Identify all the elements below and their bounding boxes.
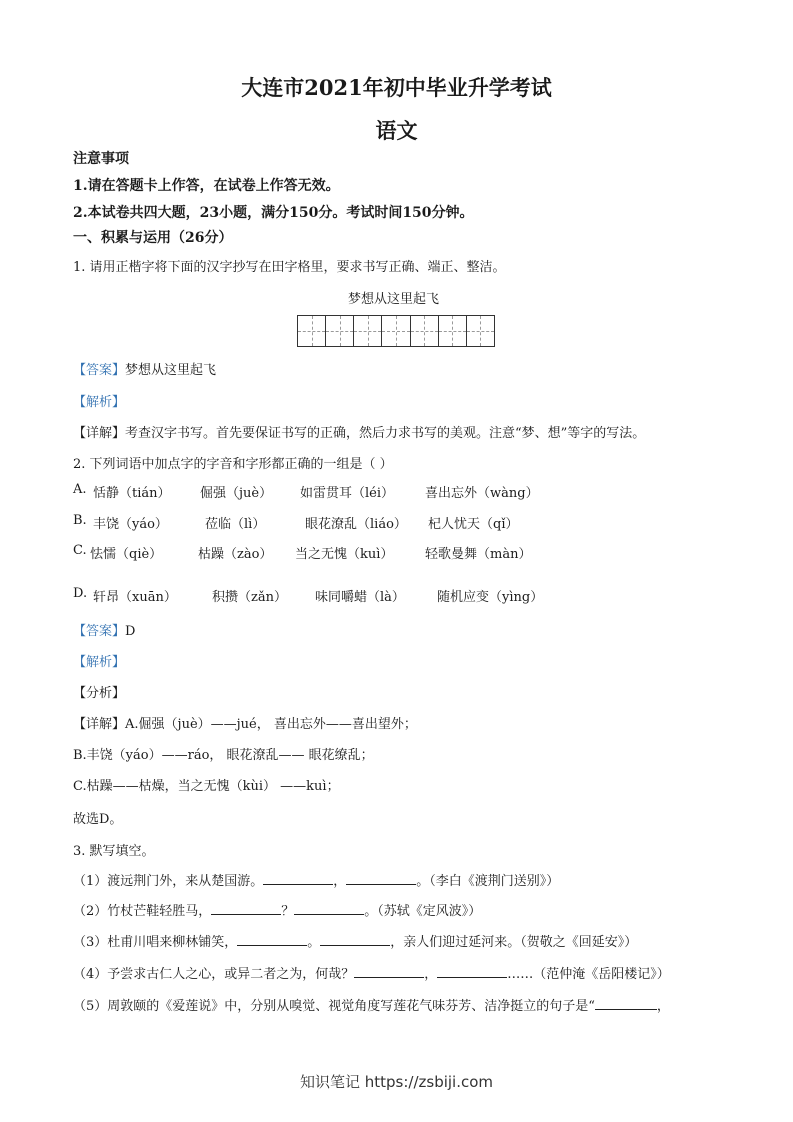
grid-cell bbox=[382, 316, 410, 346]
fill-blank[interactable] bbox=[354, 965, 424, 978]
q1-phrase: 梦想从这里起飞 bbox=[348, 292, 440, 307]
exam-title: 大连市2021年初中毕业升学考试 bbox=[241, 75, 552, 100]
grid-cell bbox=[354, 316, 382, 346]
q2-detail-c: C.枯躁——枯燥，当之无愧（kùi） ——kuì； bbox=[73, 779, 340, 794]
q2-fenxi-tag: 【分析】 bbox=[73, 686, 126, 701]
q2-option-d: D. bbox=[73, 586, 88, 601]
blank-prefix: （3）杜甫川唱来柳林铺笑， bbox=[73, 935, 238, 950]
q2-option-a-w2: 倔强（juè） bbox=[200, 486, 273, 501]
answer-tag: 【答案】 bbox=[73, 624, 126, 639]
q2-option-b: B. bbox=[73, 513, 87, 528]
q2-stem: 2. 下列词语中加点字的字音和字形都正确的一组是（ ） bbox=[73, 457, 393, 472]
blank-prefix: （4）予尝求古仁人之心，或异二者之为，何哉？ bbox=[73, 967, 355, 982]
blank-separator: ， bbox=[333, 874, 347, 889]
q3-item-2 bbox=[73, 900, 481, 919]
q3-item-1 bbox=[73, 870, 559, 889]
q2-option-a-w1: 恬静（tián） bbox=[93, 486, 171, 501]
detail-tag: 【详解】 bbox=[73, 426, 126, 441]
fill-blank[interactable] bbox=[346, 872, 416, 885]
q1-answer bbox=[73, 359, 216, 378]
q2-option-c-w1: 怯懦（qiè） bbox=[90, 547, 163, 562]
answer-text: D bbox=[125, 624, 136, 639]
blank-separator: ， bbox=[424, 967, 438, 982]
detail-text: 考查汉字书写。首先要保证书写的正确，然后力求书写的美观。注意“梦、想”等字的写法。 bbox=[125, 426, 646, 441]
q1-detail bbox=[73, 422, 645, 441]
blank-separator: 。 bbox=[307, 935, 321, 950]
q2-option-d-w2: 积攒（zǎn） bbox=[212, 590, 287, 605]
q2-analysis-tag: 【解析】 bbox=[73, 655, 126, 670]
q2-option-b-w4: 杞人忧天（qǐ） bbox=[428, 517, 519, 532]
q2-option-b-w2: 莅临（lì） bbox=[205, 517, 266, 532]
q3-item-4 bbox=[73, 963, 670, 982]
grid-cell bbox=[411, 316, 439, 346]
tianzige-grid bbox=[297, 315, 495, 347]
q1-analysis-tag: 【解析】 bbox=[73, 395, 126, 410]
notice-heading: 注意事项 bbox=[73, 151, 129, 167]
q2-option-c: C. bbox=[73, 543, 87, 558]
q2-option-b-w3: 眼花潦乱（liáo） bbox=[305, 517, 407, 532]
blank-prefix: （2）竹杖芒鞋轻胜马， bbox=[73, 904, 212, 919]
blank-suffix: 。（李白《渡荆门送别》） bbox=[416, 874, 560, 889]
fill-blank[interactable] bbox=[320, 933, 390, 946]
q2-option-d-w1: 轩昂（xuān） bbox=[93, 590, 177, 605]
q2-option-a-w4: 喜出忘外（wàng） bbox=[425, 486, 539, 501]
fill-blank[interactable] bbox=[263, 872, 333, 885]
section-heading: 一、积累与运用（26分） bbox=[73, 230, 233, 246]
q2-option-c-w3: 当之无愧（kuì） bbox=[295, 547, 394, 562]
blank-prefix: （5）周敦颐的《爱莲说》中，分别从嗅觉、视觉角度写莲花气味芬芳、洁净挺立的句子是“ bbox=[73, 999, 595, 1014]
q3-stem: 3. 默写填空。 bbox=[73, 844, 155, 859]
fill-blank[interactable] bbox=[437, 965, 507, 978]
fill-blank[interactable] bbox=[237, 933, 307, 946]
detail-tag: 【详解】 bbox=[73, 717, 126, 732]
option-label: A. bbox=[73, 482, 87, 497]
grid-cell bbox=[326, 316, 354, 346]
q2-option-d-w4: 随机应变（yìng） bbox=[437, 590, 544, 605]
footer-watermark: 知识笔记 https://zsbiji.com bbox=[299, 1073, 494, 1091]
grid-cell bbox=[467, 316, 494, 346]
q3-item-3 bbox=[73, 931, 637, 950]
q2-detail-a bbox=[73, 713, 417, 732]
fill-blank[interactable] bbox=[595, 997, 657, 1010]
q2-detail-b: B.丰饶（yáo）——ráo， 眼花潦乱—— 眼花缭乱； bbox=[73, 748, 374, 763]
fill-blank[interactable] bbox=[211, 902, 281, 915]
q2-option-a bbox=[73, 482, 87, 497]
notice-line-2: 2.本试卷共四大题，23小题，满分150分。考试时间150分钟。 bbox=[73, 205, 474, 221]
fill-blank[interactable] bbox=[294, 902, 364, 915]
blank-suffix: ，亲人们迎过延河来。（贺敬之《回延安》） bbox=[390, 935, 638, 950]
subject-title: 语文 bbox=[375, 118, 418, 143]
grid-cell bbox=[298, 316, 326, 346]
q2-conclusion: 故选D。 bbox=[73, 812, 123, 827]
detail-text: A.倔强（juè）——jué， 喜出忘外——喜出望外； bbox=[125, 717, 417, 732]
blank-prefix: （1）渡远荆门外，来从楚国游。 bbox=[73, 874, 264, 889]
q1-stem: 1. 请用正楷字将下面的汉字抄写在田字格里，要求书写正确、端正、整洁。 bbox=[73, 260, 506, 275]
blank-suffix: 。（苏轼《定风波》） bbox=[364, 904, 482, 919]
notice-line-1: 1.请在答题卡上作答，在试卷上作答无效。 bbox=[73, 178, 340, 194]
q2-option-a-w3: 如雷贯耳（léi） bbox=[300, 486, 395, 501]
q2-option-c-w4: 轻歌曼舞（màn） bbox=[425, 547, 532, 562]
q3-item-5 bbox=[73, 995, 670, 1014]
q2-answer bbox=[73, 620, 135, 639]
q2-option-d-w3: 味同嚼蜡（là） bbox=[315, 590, 405, 605]
blank-suffix: ， bbox=[656, 999, 670, 1014]
q2-option-c-w2: 枯躁（zào） bbox=[198, 547, 273, 562]
answer-text: 梦想从这里起飞 bbox=[125, 363, 217, 378]
blank-separator: ？ bbox=[281, 904, 295, 919]
q2-option-b-w1: 丰饶（yáo） bbox=[93, 517, 168, 532]
blank-suffix: ……（范仲淹《岳阳楼记》） bbox=[507, 967, 670, 982]
grid-cell bbox=[439, 316, 467, 346]
answer-tag: 【答案】 bbox=[73, 363, 126, 378]
